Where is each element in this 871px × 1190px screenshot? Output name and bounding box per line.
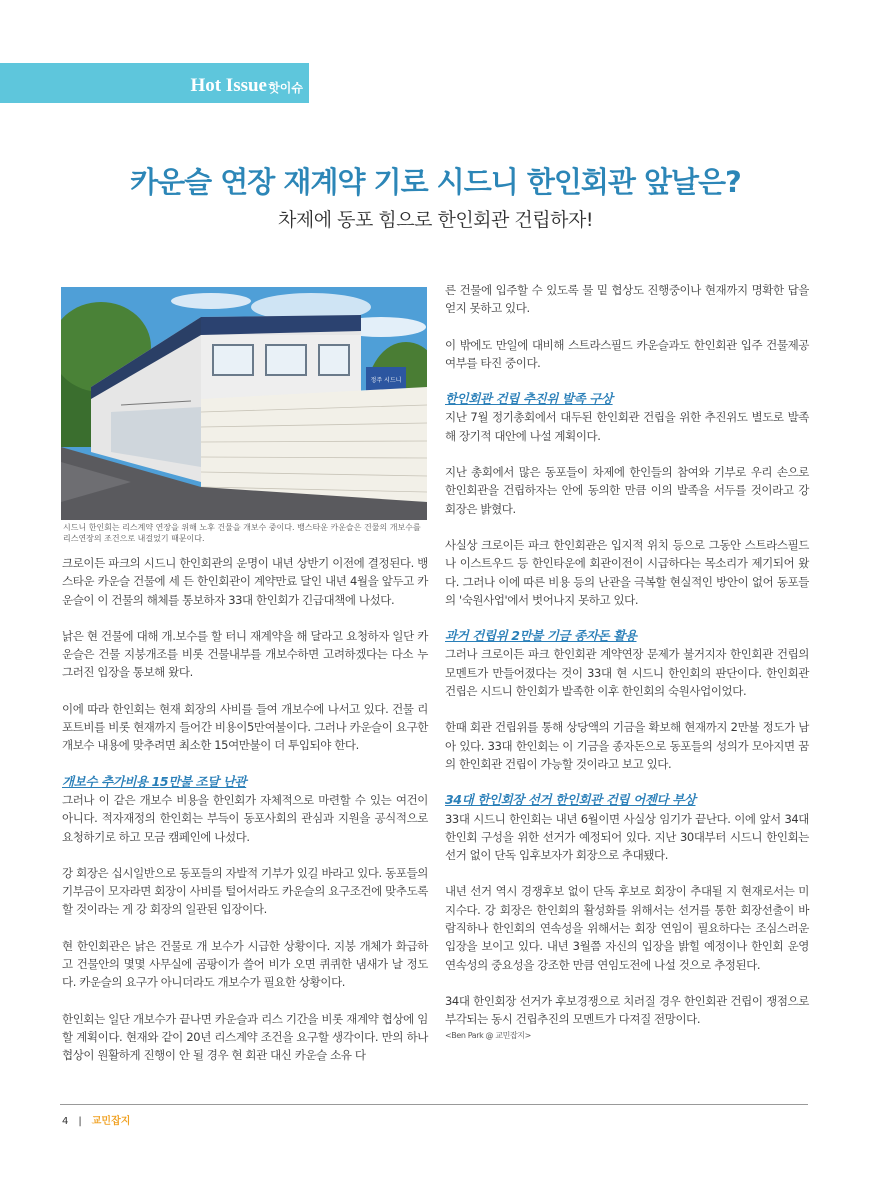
magazine-logo: 교민잡지	[91, 1116, 131, 1127]
paragraph: 크로이든 파크의 시드니 한인회관의 운명이 내년 상반기 이전에 결정된다. 뱅스타운 카운슬 건물에 세 든 한인회관이 계약만료 달인 내년 4월을 앞두고 카운슬이 이 건물의 해체를 통보하자 33대 한인회가 긴급대책에 나섰다.	[62, 556, 428, 607]
paragraph: 34대 한인회장 선거가 후보경쟁으로 치러질 경우 한인회관 건립이 쟁점으로 부각되는 동시 건립추진의 모멘트가 다져질 전망이다.	[445, 993, 809, 1027]
paragraph: 한때 회관 건립위를 통해 상당액의 기금을 확보해 현재까지 2만불 정도가 남아 있다. 33대 한인회는 이 기금을 종자돈으로 동포들의 성의가 모아지면 꿈의 한인회관 건립이 가능할 것이라고 보고 있다.	[445, 720, 809, 771]
building-photo	[61, 287, 427, 520]
left-column	[62, 554, 428, 1065]
paragraph: 이 밖에도 만일에 대비해 스트라스필드 카운슬과도 한인회관 입주 건물제공 여부를 타진 중이다.	[445, 337, 809, 370]
paragraph: 이에 따라 한인회는 현재 회장의 사비를 들여 개보수에 나서고 있다. 건물 리포트비를 비롯 현재까지 들어간 비용이5만여불이다. 그러나 카운슬이 요구한 개보수 내용에 맞추려면 최소한 15여만불이 더 투입되야 한다.	[62, 701, 428, 753]
footer-divider	[60, 1104, 808, 1105]
article-subheadline: 차제에 동포 힘으로 한인회관 건립하자!	[278, 209, 593, 231]
section-heading: 34대 한인회장 선거 한인회관 건립 어젠다 부상	[445, 792, 696, 808]
section-heading: 개보수 추가비용 15만불 조달 난관	[62, 773, 247, 789]
section-heading: 과거 건립위 2만불 기금 종자돈 활용	[445, 628, 637, 644]
section-tag-title: Hot Issue	[190, 75, 267, 96]
article-headline: 카운슬 연장 재계약 기로 시드니 한인회관 앞날은?	[130, 165, 741, 199]
section-tag-subtitle: 핫이슈	[268, 81, 303, 95]
paragraph: 한인회는 일단 개보수가 끝나면 카운슬과 리스 기간을 비롯 재계약 협상에 임할 계획이다. 현재와 같이 20년 리스계약 조건을 요구할 생각이다. 만의 하나 협상이 원활하게 진행이 안 될 경우 현 회관 대신 카운슬 소유 다	[62, 1011, 428, 1063]
building-illustration	[61, 287, 427, 520]
page-footer	[62, 1112, 130, 1127]
paragraph: 현 한인회관은 낡은 건물로 개 보수가 시급한 상황이다. 지붕 개체가 화급하고 건물안의 몇몇 사무실에 곰팡이가 쓸어 비가 오면 퀴퀴한 냄새가 날 정도다. 카운슬의 요구가 아니더라도 개보수가 필요한 상황이다.	[62, 938, 428, 990]
footer-separator: |	[78, 1116, 82, 1127]
paragraph: 그러나 이 같은 개보수 비용을 한인회가 자체적으로 마련할 수 있는 여건이 아니다. 적자재정의 한인회는 부득이 동포사회의 관심과 지원을 공식적으로 요청하기로 하고 모금 캠페인에 나섰다.	[62, 792, 428, 844]
paragraph: 른 건물에 입주할 수 있도록 물 밑 협상도 진행중이나 현재까지 명확한 답을 얻지 못하고 있다.	[445, 283, 809, 316]
sign-text: 정주 시드니	[370, 377, 402, 384]
author-credit: <Ben Park @ 교민잡지>	[445, 1030, 531, 1040]
photo-caption: 시드니 한인회는 리스계약 연장을 위해 노후 건물을 개보수 중이다. 뱅스타운 카운슬은 건물의 개보수를 리스연장의 조건으로 내걸었기 때문이다.	[63, 523, 421, 543]
page-number: 4	[62, 1116, 69, 1127]
paragraph: 지난 7월 정기총회에서 대두된 한인회관 건립을 위한 추진위도 별도로 발족해 장기적 대안에 나설 계획이다.	[445, 410, 809, 443]
section-tag	[0, 63, 309, 103]
paragraph: 33대 시드니 한인회는 내년 6월이면 사실상 임기가 끝난다. 이에 앞서 34대 한인회 구성을 위한 선거가 예정되어 있다. 지난 30대부터 시드니 한인회는 선거 없이 단독 입후보자가 회장으로 추대됐다.	[445, 811, 809, 863]
paragraph: 그러나 크로이든 파크 한인회관 계약연장 문제가 불거지자 한인회관 건립의 모멘트가 만들어졌다는 것이 33대 현 시드니 한인회의 판단이다. 한인회관 건립은 시드니 한인회가 발족한 이후 한인회의 숙원사업이었다.	[445, 647, 809, 699]
paragraph: 내년 선거 역시 경쟁후보 없이 단독 후보로 회장이 추대될 지 현재로서는 미지수다. 강 회장은 한인회의 활성화를 위해서는 선거를 통한 회장선출이 바람직하나 한인회의 연속성을 위해서는 회장 연임이 필요하다는 조심스러운 입장을 보이고 있다. 내년 3월쯤 자신의 입장을 밝힐 예정이나 한인회 운영 연속성의 중요성을 강조한 만큼 연임도전에 나설 것으로 추정된다.	[445, 884, 809, 972]
paragraph: 지난 총회에서 많은 동포들이 차제에 한인들의 참여와 기부로 우리 손으로 한인회관을 건립하자는 안에 동의한 만큼 이의 발족을 서두를 것이라고 강 회장은 밝혔다.	[445, 465, 809, 516]
paragraph: 사실상 크로이든 파크 한인회관은 입지적 위치 등으로 그동안 스트라스필드나 이스트우드 등 한인타운에 회관이전이 시급하다는 목소리가 제기되어 왔다. 그러나 이에 따른 비용 등의 난관을 극복할 현실적인 방안이 없어 동포들의 '숙원사업'에서 벗어나지 못하고 있다.	[445, 537, 809, 607]
section-heading: 한인회관 건립 추진위 발족 구상	[445, 391, 613, 407]
paragraph: 강 회장은 십시일반으로 동포들의 자발적 기부가 있길 바라고 있다. 동포들의 기부금이 모자라면 회장이 사비를 털어서라도 카운슬의 요구조건에 맞추도록 할 것이라는 게 강 회장의 일관된 입장이다.	[62, 865, 428, 917]
paragraph: 낡은 현 건물에 대해 개.보수를 할 터니 재계약을 해 달라고 요청하자 일단 카운슬은 건물 지붕개조를 비롯 건물내부를 개보수하면 고려하겠다는 다소 누그러진 입장을 통보해 왔다.	[62, 628, 428, 680]
right-column	[445, 281, 809, 1043]
